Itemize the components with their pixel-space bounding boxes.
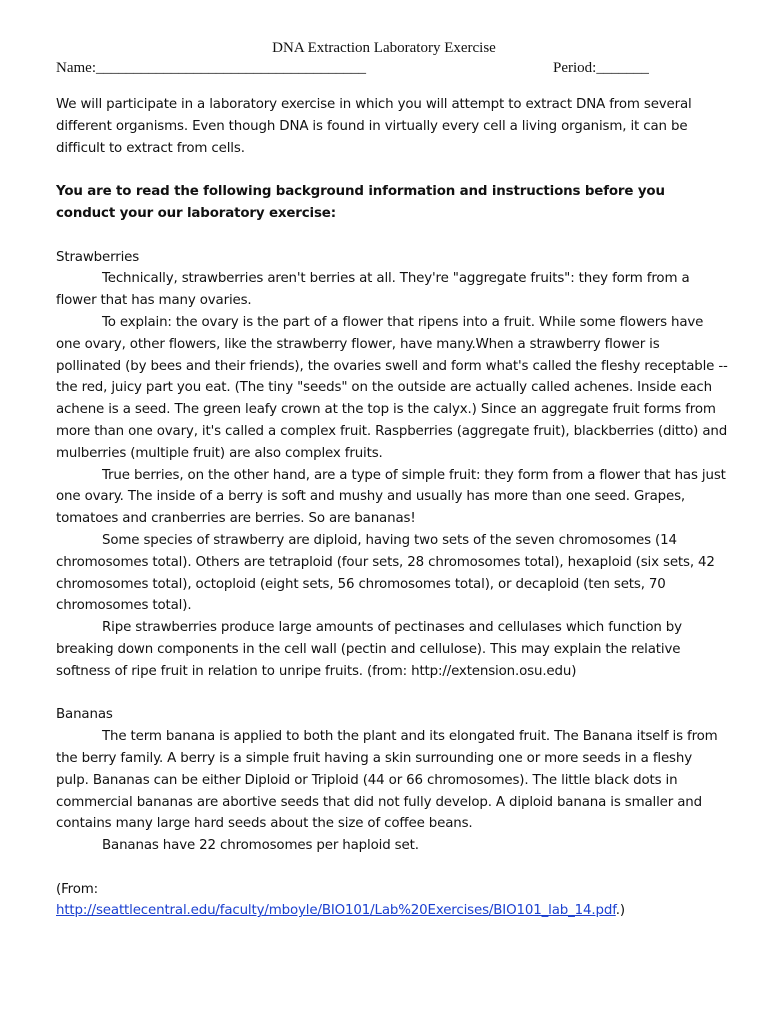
document-title: DNA Extraction Laboratory Exercise bbox=[272, 40, 496, 56]
source-link[interactable]: http://seattlecentral.edu/faculty/mboyle/BIO101/Lab%20Exercises/BIO101_lab_14.pdf bbox=[56, 903, 616, 919]
strawberries-paragraph: True berries, on the other hand, are a type of simple fruit: they form from a flower that has just one ovary. The inside of a berry is soft and mushy and usually has more than one seed. Grapes, tomatoes and cranberries are berries. So are bananas! bbox=[56, 467, 726, 527]
strawberries-paragraph: Some species of strawberry are diploid, having two sets of the seven chromosomes (14 chromosomes total). Others are tetraploid (four sets, 28 chromosomes total), hexaploid (six sets, 42 chromosomes total), octoploid (eight sets, 56 chromosomes total), or decaploid (ten sets, 70 chromosomes total). bbox=[56, 532, 715, 614]
strawberries-heading: Strawberries bbox=[56, 249, 140, 265]
bananas-paragraph: Bananas have 22 chromosomes per haploid set. bbox=[102, 838, 419, 854]
document-body bbox=[56, 94, 728, 922]
source-citation bbox=[56, 879, 728, 923]
bananas-heading: Bananas bbox=[56, 707, 113, 723]
strawberries-paragraph: To explain: the ovary is the part of a flower that ripens into a fruit. While some flowers have one ovary, other flowers, like the strawberry flower, have many.When a strawberry flower is pollinated (by bees and their friends), the ovaries swell and form what's called the fleshy receptable -- the red, juicy part you eat. (The tiny "seeds" on the outside are actually called achenes. Inside each achene is a seed. The green leafy crown at the top is the calyx.) Since an aggregate fruit forms from more than one ovary, it's called a complex fruit. Raspberries (aggregate fruit), blackberries (ditto) and mulberries (multiple fruit) are also complex fruits. bbox=[56, 314, 728, 461]
source-suffix: .) bbox=[615, 903, 625, 919]
source-prefix: (From: bbox=[56, 881, 99, 897]
instructions-paragraph: You are to read the following background information and instructions before you conduct your our laboratory exercise: bbox=[56, 184, 665, 221]
name-field[interactable]: Name:____________________________________ bbox=[56, 60, 366, 76]
intro-paragraph: We will participate in a laboratory exercise in which you will attempt to extract DNA from several different organisms. Even though DNA is found in virtually every cell a living organism, it can be difficult to extract from cells. bbox=[56, 97, 692, 156]
period-field[interactable]: Period:_______ bbox=[553, 60, 649, 76]
header-fields bbox=[56, 58, 712, 78]
strawberries-paragraph: Ripe strawberries produce large amounts of pectinases and cellulases which function by breaking down components in the cell wall (pectin and cellulose). This may explain the relative softness of ripe fruit in relation to unripe fruits. (from: http://extension.osu.edu) bbox=[56, 620, 682, 679]
strawberries-paragraph: Technically, strawberries aren't berries at all. They're "aggregate fruits": they form from a flower that has many ovaries. bbox=[56, 271, 690, 309]
bananas-paragraph: The term banana is applied to both the plant and its elongated fruit. The Banana itself is from the berry family. A berry is a simple fruit having a skin surrounding one or more seeds in a fleshy pulp. Bananas can be either Diploid or Triploid (44 or 66 chromosomes). The little black dots in commercial bananas are abortive seeds that did not fully develop. A diploid banana is smaller and contains many large hard seeds about the size of coffee beans. bbox=[56, 729, 718, 832]
